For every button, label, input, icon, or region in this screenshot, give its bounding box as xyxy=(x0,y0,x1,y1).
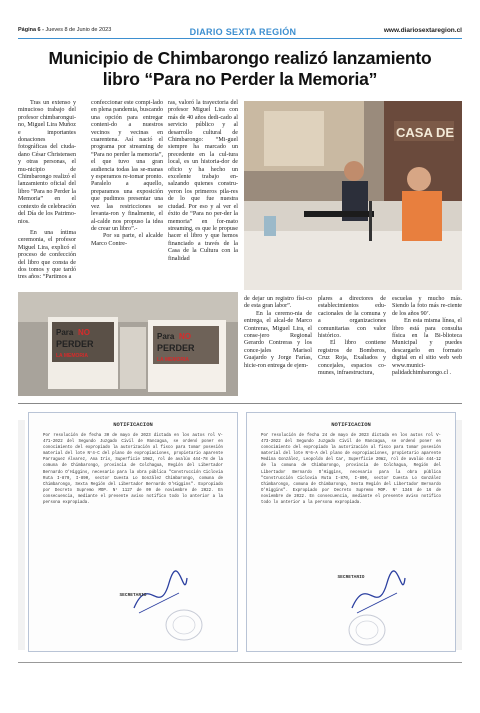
notice-body: Por resolución de fecha 24 de mayo de 2023 dictada en los autos rol V-473-2022 del Segundo Juzgado Civil de Rancagua, se ordenó poner en conocimiento del expropiado la autorización al fisco para tomar posesión material del lote N°6-A del plano de expropiaciones, propietario aparente Medina González, Leopoldo del Car, Superficie 20m2, rol de avalúo 444-12 de la comuna de Chimbarongo, provincia de Colchagua, Región del Libertador Bernardo O'Higgins, necesario para la obra pública "Construcción Ciclovía Ruta I-870, I-890, sector Cuesta Lo González Chimbarongo, comuna de Chimbarongo, Sexta Región del Libertador Bernardo O'Higgins". Expropiado por Decreto Supremo MOP. N° 1346 de 16 de noviembre de 2022. En consecuencia, mediante el presente aviso notifico todo lo anterior a la persona expropiada. xyxy=(261,434,441,506)
notice-title: NOTIFICACION xyxy=(331,421,371,428)
books-photo-image xyxy=(18,292,238,396)
seal-stamp-icon xyxy=(347,613,387,647)
article-column-2 xyxy=(91,100,163,248)
article-column-5 xyxy=(318,296,386,377)
article-paragraph: Por su parte, el alcalde Marco Contre- xyxy=(91,233,163,247)
legal-notice-1 xyxy=(28,412,238,652)
footer-rule xyxy=(18,662,462,663)
book-cover-title: LA MEMORIA xyxy=(56,353,89,359)
article-title xyxy=(18,48,462,90)
article-title-line-2: libro “Para no Perder la Memoria” xyxy=(102,69,378,89)
signature-label: SECRETARIO xyxy=(119,593,147,598)
article-paragraph: de dejar un registro físi-co de esta gran labor”. xyxy=(244,296,312,310)
book-cover-title: NO xyxy=(179,332,191,341)
ceremony-photo xyxy=(244,101,462,290)
article-paragraph: escuelas y mucho más. Siendo la foto más re-ciente de los años 90’. xyxy=(392,296,462,317)
article-paragraph: ras, valoró la trayectoria del profesor Miguel Lira con más de 40 años dedi-cado al servicio público y al desarrollo cultural de Chimbarongo: “Mi-guel siempre ha marcado un precedente en la cul-tura local, es un historia-dor de oficio y ha hecho un excelente trabajo en-salzando quienes constru-yeron los primeros pila-res de lo que fue nuestra ciudad. Por eso y al ver el éxito de “Para no per-der la memoria” en for-mato streaming, es que le propuse hacer el libro y que hemos financiado a través de la Casa de la Cultura con la finalidad xyxy=(168,100,238,262)
article-column-4 xyxy=(244,296,312,370)
notice-title: NOTIFICACION xyxy=(113,421,153,428)
article-paragraph: En esta misma línea, el libro está para consulta física en la Bi-blioteca Municipal y puedes descargarlo en formato digital en el sitio web web www.munici-palidadchimbarongo.cl . xyxy=(392,318,462,377)
ceremony-photo-image xyxy=(244,101,462,290)
section-rule xyxy=(18,403,462,404)
article-column-1 xyxy=(18,100,76,282)
margin-bar xyxy=(455,420,462,650)
signature-label: SECRETARIO xyxy=(337,575,365,580)
article-paragraph: En la ceremo-nia de entrega, el alcal-de Marco Contreras, Miguel Lira, el conse-jero Regional Gerardo Contreras y los conce-jales Marisol Guajardo y Jorge Farías, hicie-ron entrega de ejem- xyxy=(244,310,312,369)
seal-stamp-icon xyxy=(164,608,204,642)
header-rule xyxy=(18,38,462,39)
book-cover-title: Para xyxy=(56,328,74,337)
page-number: Página 6 - xyxy=(18,27,44,33)
article-column-6 xyxy=(392,296,462,377)
article-paragraph: En una íntima ceremonia, el profesor Miguel Lira, explicó el proceso de confección del libro que consta de dos tomos y que tardó tres años: “Partimos a xyxy=(18,229,76,281)
article-title-line-1: Municipio de Chimbarongo realizó lanzamiento xyxy=(48,48,432,68)
books-photo xyxy=(18,292,238,396)
book-cover-title: Para xyxy=(157,332,175,341)
article-column-3 xyxy=(168,100,238,263)
page-number-date xyxy=(18,27,111,34)
book-cover-title: LA MEMORIA xyxy=(157,357,190,363)
casa-de-sign: CASA DE xyxy=(396,125,455,140)
article-paragraph: plares a directores de establecimientos edu-cacionales de la comuna y a organizaciones comunitarias con valor histórico. xyxy=(318,296,386,340)
issue-date: Jueves 8 de Junio de 2023 xyxy=(43,27,112,33)
article-paragraph: confeccionar este compi-lado en plena pandemia, buscando una opción para entregar conteni-do a nuestros vecinos y vecinas en cuarentena. Así nació el programa por streaming de “Para no perder la memoria”, el que tuvo una gran audiencia todas las se-manas y esperamos re-tomar pronto. Paralelo a aquello, preparamos una exposición que pudimos presentar una vez las restricciones se levanta-ron y finalmente, el al-calde nos propuso la idea de crear un libro”.- xyxy=(91,100,163,232)
margin-bar xyxy=(18,420,25,650)
newspaper-brand: DIARIO SEXTA REGIÓN xyxy=(189,27,297,37)
book-cover-title: PERDER xyxy=(56,339,94,349)
book-cover-title: NO xyxy=(78,328,90,337)
legal-notice-2 xyxy=(246,412,456,652)
website-link[interactable]: www.diariosextaregion.cl xyxy=(383,27,462,34)
article-paragraph: El libro contiene registros de Bomberos, Cruz Roja, Exaliados y concejales, espacios co-munes, infraestructura, xyxy=(318,340,386,377)
book-cover-title: PERDER xyxy=(157,343,195,353)
notice-body: Por resolución de fecha 30 de mayo de 2023 dictada en los autos rol V-471-2022 del Segundo Juzgado Civil de Rancagua, se ordenó poner en conocimiento del expropiado la autorización al fisco para tomar posesión material del lote N°4-C del plano de expropiaciones, propietario aparente Parraguez Álvarez, Ana Iris, Superficie 19m2, rol de avalúo 444-78 de la comuna de Chimbarongo, provincia de Colchagua, Región del Libertador Bernardo O'Higgins, necesario para la obra pública "Construcción Ciclovía Ruta I-870, I-890, sector Cuesta Lo González Chimbarongo, comuna de Chimbarongo, Sexta Región del Libertador Bernardo O'Higgins". Expropiado por Decreto Supremo MOP. N° 1127 de 09 de noviembre de 2022. En consecuencia, mediante el presente aviso notifico todo lo anterior a la persona expropiada. xyxy=(43,434,223,506)
article-paragraph: Tras un extenso y minucioso trabajo del profesor chimbarongui-no, Miguel Lira Muñoz e importantes donaciones fotográficas del ciuda-dano César Christensen y otras personas, el mu-nicipio de Chimbarongo realizó el lanzamiento oficial del libro “Para no Perder la Memoria” en el contexto de celebración del Día de los Patrimo-nios. xyxy=(18,100,76,225)
